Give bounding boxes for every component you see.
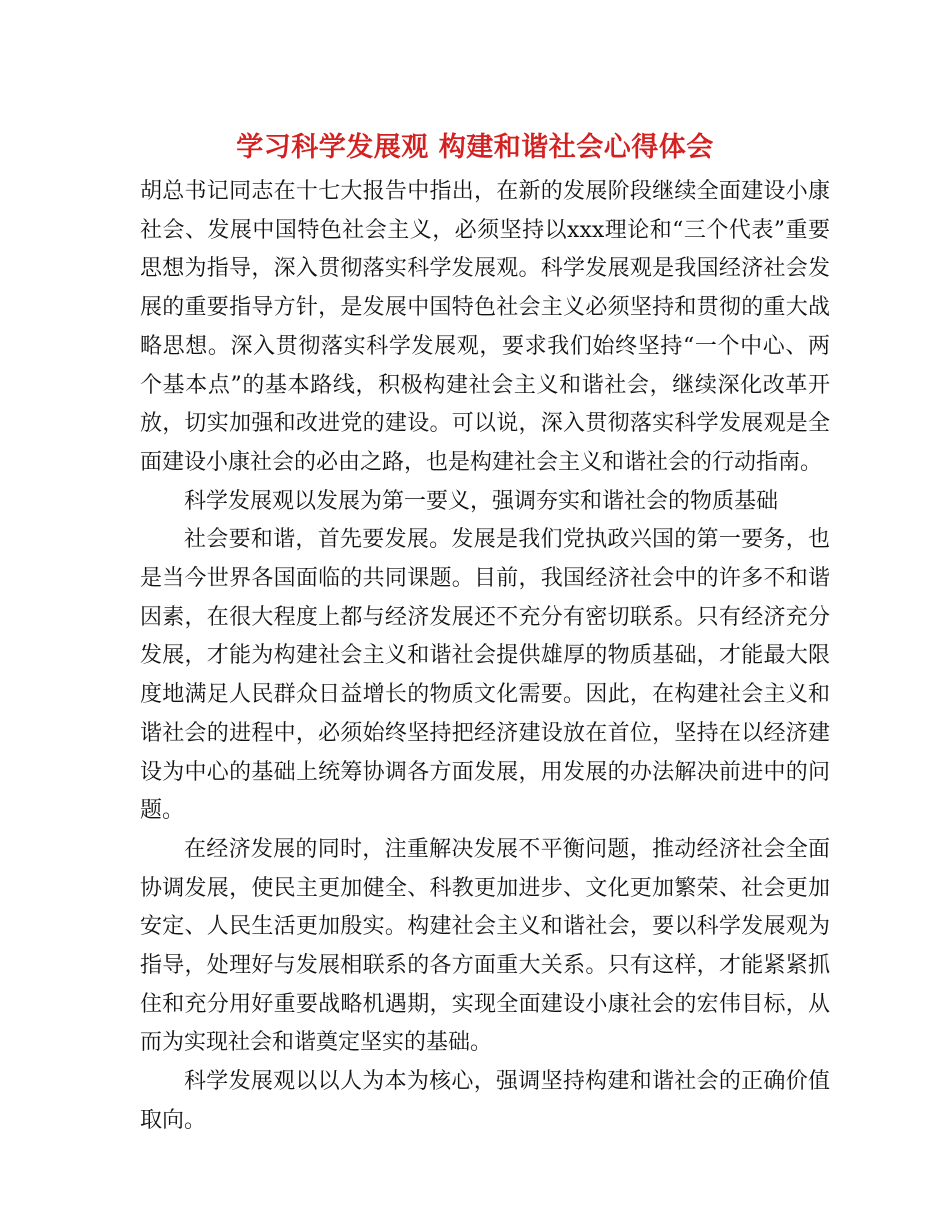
document-body: [140, 173, 830, 1141]
paragraph-2-subheading: 科学发展观以发展为第一要义，强调夯实和谐社会的物质基础: [184, 488, 779, 514]
document-title: 学习科学发展观 构建和谐社会心得体会: [236, 132, 714, 163]
paragraph-4: 在经济发展的同时，注重解决发展不平衡问题，推动经济社会全面协调发展，使民主更加健全、科教更加进步、文化更加繁荣、社会更加安定、人民生活更加殷实。构建社会主义和谐社会，要以科学发展观为指导，处理好与发展相联系的各方面重大关系。只有这样，才能紧紧抓住和充分用好重要战略机遇期，实现全面建设小康社会的宏伟目标，从而为实现社会和谐奠定坚实的基础。: [140, 836, 830, 1056]
paragraph-5: 科学发展观以以人为本为核心，强调坚持构建和谐社会的正确价值取向。: [140, 1069, 830, 1133]
paragraph-1: 胡总书记同志在十七大报告中指出，在新的发展阶段继续全面建设小康社会、发展中国特色社会主义，必须坚持以xxx理论和“三个代表”重要思想为指导，深入贯彻落实科学发展观。科学发展观是我国经济社会发展的重要指导方针，是发展中国特色社会主义必须坚持和贯彻的重大战略思想。深入贯彻落实科学发展观，要求我们始终坚持“一个中心、两个基本点”的基本路线，积极构建社会主义和谐社会，继续深化改革开放，切实加强和改进党的建设。可以说，深入贯彻落实科学发展观是全面建设小康社会的必由之路，也是构建社会主义和谐社会的行动指南。: [140, 179, 830, 475]
paragraph-3: 社会要和谐，首先要发展。发展是我们党执政兴国的第一要务，也是当今世界各国面临的共同课题。目前，我国经济社会中的许多不和谐因素，在很大程度上都与经济发展还不充分有密切联系。只有经济充分发展，才能为构建社会主义和谐社会提供雄厚的物质基础，才能最大限度地满足人民群众日益增长的物质文化需要。因此，在构建社会主义和谐社会的进程中，必须始终坚持把经济建设放在首位，坚持在以经济建设为中心的基础上统筹协调各方面发展，用发展的办法解决前进中的问题。: [140, 527, 830, 824]
